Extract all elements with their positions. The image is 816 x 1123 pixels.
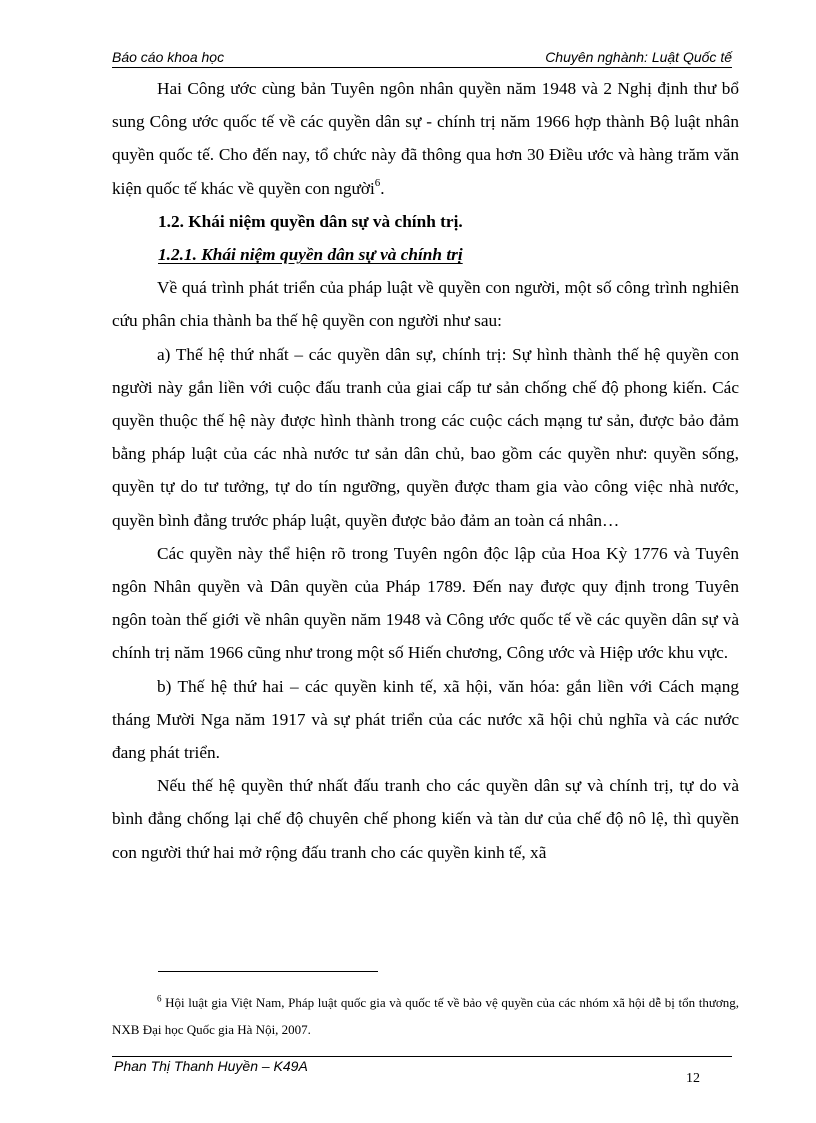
paragraph-covenants [112, 72, 739, 205]
section-heading-1-2: 1.2. Khái niệm quyền dân sự và chính trị. [158, 211, 463, 231]
footnote-reference[interactable]: 6 [374, 176, 381, 189]
body-text [112, 72, 739, 869]
header-specialization: Chuyên nghành: Luật Quốc tế [545, 49, 732, 65]
header-report-type: Báo cáo khoa học [112, 49, 225, 65]
paragraph-first-generation: a) Thế hệ thứ nhất – các quyền dân sự, chính trị: Sự hình thành thế hệ quyền con người này gắn liền với cuộc đấu tranh của giai cấp tư sản chống chế độ phong kiến. Các quyền thuộc thế hệ này được hình thành trong các cuộc cách mạng tư sản, được bảo đảm bằng pháp luật của các nhà nước tư sản dân chủ, bao gồm các quyền như: quyền sống, quyền tự do tư tưởng, tự do tín ngưỡng, quyền được tham gia vào công việc nhà nước, quyền bình đẳng trước pháp luật, quyền được bảo đảm an toàn cá nhân… [112, 344, 739, 530]
paragraph-covenants-end: . [380, 178, 385, 198]
page-number: 12 [686, 1071, 700, 1086]
footnote-separator [158, 971, 378, 972]
footer-author: Phan Thị Thanh Huyền – K49A [114, 1058, 308, 1074]
footnote-text: Hội luật gia Việt Nam, Pháp luật quốc gia và quốc tế về bảo vệ quyền của các nhóm xã hội dễ bị tổn thương, NXB Đại học Quốc gia Hà Nội, 2007. [112, 995, 739, 1037]
paragraph-generations-intro: Về quá trình phát triển của pháp luật về quyền con người, một số công trình nghiên cứu phân chia thành ba thế hệ quyền con người như sau: [112, 278, 739, 331]
paragraph-covenants-text: Hai Công ước cùng bản Tuyên ngôn nhân quyền năm 1948 và 2 Nghị định thư bổ sung Công ước quốc tế về các quyền dân sự - chính trị năm 1966 hợp thành Bộ luật nhân quyền quốc tế. Cho đến nay, tổ chức này đã thông qua hơn 30 Điều ước và hàng trăm văn kiện quốc tế khác về quyền con người [112, 79, 739, 198]
footnote-6 [112, 989, 739, 1043]
paragraph-comparison: Nếu thế hệ quyền thứ nhất đấu tranh cho các quyền dân sự và chính trị, tự do và bình đẳng chống lại chế độ chuyên chế phong kiến và tàn dư của chế độ nô lệ, thì quyền con người thứ hai mở rộng đấu tranh cho các quyền kinh tế, xã [112, 776, 739, 862]
footnote-marker: 6 [157, 993, 162, 1004]
paragraph-second-generation: b) Thế hệ thứ hai – các quyền kinh tế, xã hội, văn hóa: gắn liền với Cách mạng tháng Mười Nga năm 1917 và sự phát triển của các nước xã hội chủ nghĩa và các nước đang phát triển. [112, 676, 739, 763]
footnote [112, 989, 739, 1043]
page-header [112, 48, 732, 68]
subsection-heading-1-2-1 [112, 238, 739, 271]
subsection-heading-text: 1.2.1. Khái niệm quyền dân sự và chính trị [158, 245, 463, 265]
paragraph-declarations: Các quyền này thể hiện rõ trong Tuyên ngôn độc lập của Hoa Kỳ 1776 và Tuyên ngôn Nhân quyền và Dân quyền của Pháp 1789. Đến nay được quy định trong Tuyên ngôn toàn thế giới về nhân quyền năm 1948 và Công ước quốc tế về các quyền dân sự và chính trị năm 1966 cũng như trong một số Hiến chương, Công ước và Hiệp ước khu vực. [112, 543, 739, 663]
